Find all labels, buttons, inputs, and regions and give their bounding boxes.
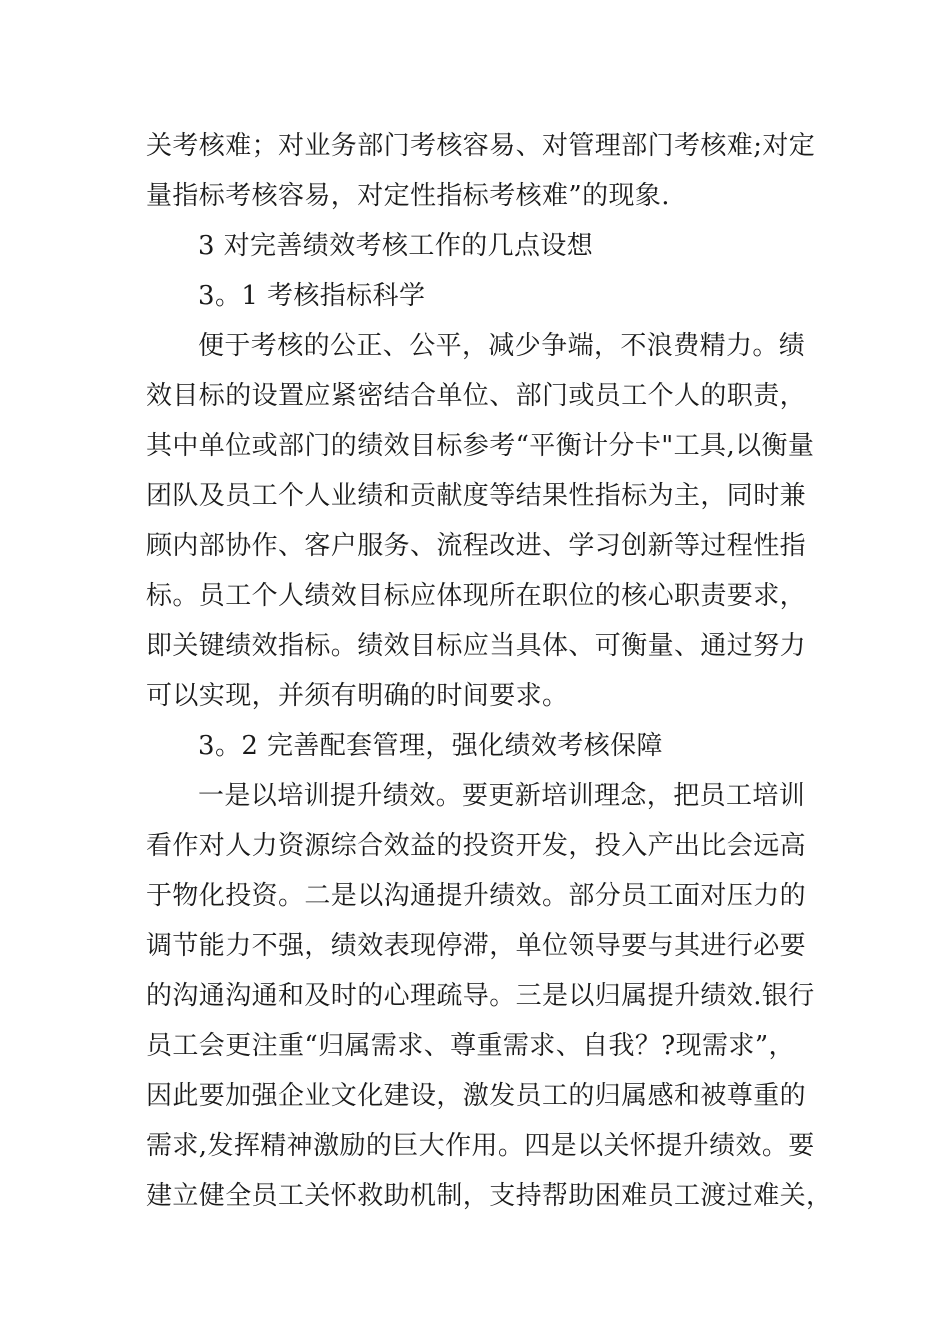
text-line: 即关键绩效指标。绩效目标应当具体、可衡量、通过努力 bbox=[146, 631, 807, 661]
text-line: 效目标的设置应紧密结合单位、部门或员工个人的职责， bbox=[146, 381, 807, 411]
text-line: 顾内部协作、客户服务、流程改进、学习创新等过程性指 bbox=[146, 531, 807, 561]
section-heading-3: 3 对完善绩效考核工作的几点设想 bbox=[198, 231, 594, 261]
subsection-heading-3-1: 3。1 考核指标科学 bbox=[198, 281, 426, 311]
body-text bbox=[146, 121, 833, 1221]
text-line: 员工会更注重“归属需求、尊重需求、自我？?现需求”， bbox=[146, 1031, 795, 1061]
paragraph-start: 一是以培训提升绩效。要更新培训理念，把员工培训 bbox=[198, 781, 806, 811]
text-line: 其中单位或部门的绩效目标参考“平衡计分卡"工具,以衡量 bbox=[146, 431, 815, 461]
text-line: 看作对人力资源综合效益的投资开发，投入产出比会远高 bbox=[146, 831, 807, 861]
text-line: 团队及员工个人业绩和贡献度等结果性指标为主，同时兼 bbox=[146, 481, 807, 511]
text-line: 于物化投资。二是以沟通提升绩效。部分员工面对压力的 bbox=[146, 881, 807, 911]
text-line: 建立健全员工关怀救助机制，支持帮助困难员工渡过难关， bbox=[146, 1181, 833, 1211]
text-line: 调节能力不强，绩效表现停滞，单位领导要与其进行必要 bbox=[146, 931, 807, 961]
subsection-heading-3-2: 3。2 完善配套管理，强化绩效考核保障 bbox=[198, 731, 663, 761]
text-line: 关考核难；对业务部门考核容易、对管理部门考核难;对定 bbox=[146, 131, 816, 161]
paragraph-start: 便于考核的公正、公平，减少争端，不浪费精力。绩 bbox=[198, 331, 806, 361]
text-line: 标。员工个人绩效目标应体现所在职位的核心职责要求， bbox=[146, 581, 807, 611]
text-line: 需求,发挥精神激励的巨大作用。四是以关怀提升绩效。要 bbox=[146, 1131, 815, 1161]
text-line: 量指标考核容易，对定性指标考核难”的现象. bbox=[146, 181, 670, 211]
text-line: 可以实现，并须有明确的时间要求。 bbox=[146, 681, 569, 711]
text-line: 的沟通沟通和及时的心理疏导。三是以归属提升绩效.银行 bbox=[146, 981, 815, 1011]
text-line: 因此要加强企业文化建设，激发员工的归属感和被尊重的 bbox=[146, 1081, 807, 1111]
